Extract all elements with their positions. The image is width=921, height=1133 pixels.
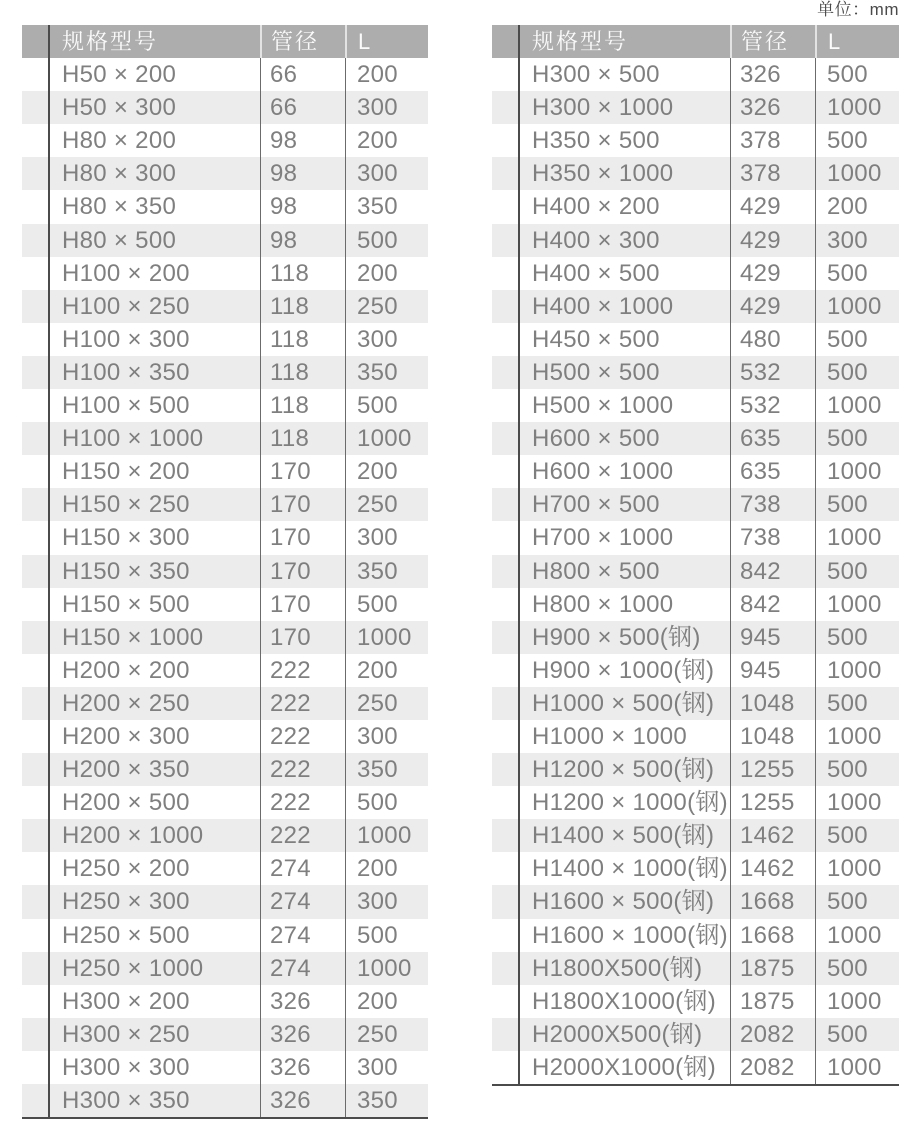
table-row [22,488,428,521]
spec-cell: H800 × 1000 [532,590,674,618]
table-row [492,852,899,885]
length-cell: 300 [345,91,428,124]
length-cell: 1000 [815,1051,899,1084]
table-body [492,58,899,1084]
length-cell: 300 [345,720,428,753]
length-cell: 500 [815,819,899,852]
table-row [22,985,428,1018]
spec-cell: H350 × 500 [532,127,660,155]
table-row [492,952,899,985]
diameter-cell: 429 [730,257,815,290]
spec-cell: H300 × 250 [62,1020,190,1048]
table-row [492,124,899,157]
diameter-cell: 532 [730,356,815,389]
length-cell: 500 [345,786,428,819]
spec-cell: H80 × 500 [62,226,177,254]
length-cell: 200 [345,985,428,1018]
spec-cell: H700 × 1000 [532,524,674,552]
spec-cell: H900 × 500(钢) [532,623,701,651]
table-row [22,885,428,918]
length-cell: 300 [345,1051,428,1084]
diameter-cell: 635 [730,422,815,455]
diameter-cell: 532 [730,389,815,422]
spec-cell: H1800X1000(钢) [532,987,717,1015]
length-cell: 500 [815,356,899,389]
diameter-cell: 480 [730,323,815,356]
diameter-cell: 1462 [730,852,815,885]
table-row [492,356,899,389]
table-row [22,91,428,124]
length-cell: 1000 [815,290,899,323]
unit-label: 单位：mm [817,0,899,19]
length-cell: 1000 [815,720,899,753]
length-cell: 350 [345,753,428,786]
table-row [492,919,899,952]
table-row [22,753,428,786]
diameter-cell: 170 [260,455,345,488]
diameter-cell: 170 [260,621,345,654]
spec-cell: H700 × 500 [532,491,660,519]
diameter-cell: 274 [260,952,345,985]
spec-cell: H300 × 500 [532,61,660,89]
table-row [492,488,899,521]
spec-cell: H2000X500(钢) [532,1020,703,1048]
spec-cell: H100 × 200 [62,259,190,287]
diameter-cell: 222 [260,720,345,753]
diameter-cell: 2082 [730,1018,815,1051]
table-row [492,885,899,918]
diameter-cell: 98 [260,124,345,157]
spec-cell: H250 × 300 [62,888,190,916]
length-cell: 1000 [815,786,899,819]
length-cell: 500 [815,422,899,455]
spec-cell: H450 × 500 [532,325,660,353]
spec-cell: H300 × 200 [62,987,190,1015]
diameter-cell: 274 [260,852,345,885]
length-cell: 200 [345,58,428,91]
table-row [22,58,428,91]
spec-cell: H1600 × 1000(钢) [532,921,728,949]
table-row [492,621,899,654]
diameter-cell: 326 [260,985,345,1018]
length-cell: 1000 [345,422,428,455]
length-cell: 1000 [815,588,899,621]
diameter-cell: 326 [260,1018,345,1051]
spec-cell: H300 × 1000 [532,94,674,122]
table-row [22,687,428,720]
column-header-length: L [345,25,428,58]
length-cell: 500 [345,224,428,257]
diameter-cell: 326 [730,91,815,124]
spec-cell: H250 × 1000 [62,954,204,982]
table-row [492,422,899,455]
length-cell: 1000 [815,389,899,422]
table-row [492,985,899,1018]
spec-cell: H900 × 1000(钢) [532,656,715,684]
spec-cell: H100 × 250 [62,292,190,320]
diameter-cell: 2082 [730,1051,815,1084]
spec-cell: H1400 × 500(钢) [532,822,715,850]
table-header [492,25,899,58]
spec-cell: H1200 × 1000(钢) [532,789,728,817]
diameter-cell: 1668 [730,885,815,918]
spec-cell: H400 × 1000 [532,292,674,320]
diameter-cell: 118 [260,257,345,290]
diameter-cell: 98 [260,224,345,257]
length-cell: 500 [345,919,428,952]
spec-cell: H150 × 500 [62,590,190,618]
length-cell: 500 [815,1018,899,1051]
table-row [492,753,899,786]
length-cell: 1000 [815,91,899,124]
spec-cell: H80 × 300 [62,160,177,188]
length-cell: 250 [345,1018,428,1051]
diameter-cell: 429 [730,224,815,257]
spec-cell: H400 × 200 [532,193,660,221]
length-cell: 250 [345,687,428,720]
table-row [22,720,428,753]
diameter-cell: 378 [730,157,815,190]
table-row [492,224,899,257]
column-header-length: L [815,25,899,58]
diameter-cell: 945 [730,654,815,687]
table-row [22,819,428,852]
spec-cell: H1000 × 500(钢) [532,689,715,717]
table-row [492,819,899,852]
table-row [22,654,428,687]
table-row [492,555,899,588]
spec-cell: H350 × 1000 [532,160,674,188]
length-cell: 1000 [815,521,899,554]
table-row [22,521,428,554]
diameter-cell: 98 [260,190,345,223]
table-row [492,157,899,190]
spec-cell: H100 × 350 [62,358,190,386]
spec-cell: H1000 × 1000 [532,722,688,750]
table-row [22,621,428,654]
length-cell: 1000 [815,455,899,488]
length-cell: 250 [345,488,428,521]
table-row [492,58,899,91]
table-row [22,124,428,157]
left-rule [48,25,50,1117]
length-cell: 500 [815,124,899,157]
table-row [22,555,428,588]
spec-cell: H300 × 350 [62,1087,190,1114]
diameter-cell: 1255 [730,753,815,786]
length-cell: 300 [345,323,428,356]
table-row [492,190,899,223]
spec-cell: H600 × 500 [532,425,660,453]
table-row [22,786,428,819]
table-row [492,257,899,290]
spec-cell: H1600 × 500(钢) [532,888,715,916]
length-cell: 200 [345,257,428,290]
diameter-cell: 1048 [730,687,815,720]
spec-cell: H50 × 200 [62,61,177,89]
table-row [492,91,899,124]
diameter-cell: 274 [260,885,345,918]
spec-cell: H200 × 300 [62,722,190,750]
diameter-cell: 842 [730,588,815,621]
table-row [22,1051,428,1084]
table-row [22,323,428,356]
diameter-cell: 222 [260,786,345,819]
length-cell: 200 [345,654,428,687]
table-row [492,323,899,356]
left-rule [518,25,520,1084]
diameter-cell: 635 [730,455,815,488]
spec-cell: H1200 × 500(钢) [532,756,715,784]
diameter-cell: 842 [730,555,815,588]
column-header-spec: 规格型号 [62,29,159,54]
spec-cell: H600 × 1000 [532,458,674,486]
spec-cell: H200 × 250 [62,689,190,717]
table-row [22,356,428,389]
diameter-cell: 170 [260,588,345,621]
table-row [492,687,899,720]
length-cell: 350 [345,356,428,389]
diameter-cell: 738 [730,488,815,521]
spec-cell: H100 × 1000 [62,425,204,453]
length-cell: 1000 [345,819,428,852]
spec-table-left [22,25,428,1119]
table-row [492,1018,899,1051]
table-row [22,190,428,223]
table-row [22,157,428,190]
length-cell: 1000 [815,852,899,885]
spec-cell: H150 × 300 [62,524,190,552]
diameter-cell: 429 [730,290,815,323]
length-cell: 350 [345,1084,428,1117]
diameter-cell: 222 [260,687,345,720]
table-header [22,25,428,58]
table-row [22,257,428,290]
diameter-cell: 222 [260,654,345,687]
spec-cell: H200 × 1000 [62,822,204,850]
diameter-cell: 118 [260,422,345,455]
table-row [492,389,899,422]
spec-cell: H400 × 300 [532,226,660,254]
length-cell: 1000 [815,157,899,190]
length-cell: 500 [815,952,899,985]
spec-cell: H150 × 350 [62,557,190,585]
table-row [22,290,428,323]
diameter-cell: 1255 [730,786,815,819]
diameter-cell: 118 [260,323,345,356]
length-cell: 200 [345,852,428,885]
table-row [492,588,899,621]
diameter-cell: 326 [730,58,815,91]
spec-cell: H200 × 350 [62,756,190,784]
length-cell: 1000 [345,621,428,654]
length-cell: 350 [345,190,428,223]
length-cell: 500 [815,885,899,918]
table-row [22,224,428,257]
spec-cell: H250 × 500 [62,921,190,949]
spec-cell: H80 × 350 [62,193,177,221]
table-row [492,786,899,819]
table-row [22,1084,428,1117]
diameter-cell: 222 [260,819,345,852]
length-cell: 300 [815,224,899,257]
table-row [22,422,428,455]
length-cell: 500 [815,488,899,521]
length-cell: 300 [345,885,428,918]
length-cell: 500 [815,621,899,654]
column-header-diameter: 管径 [730,25,815,58]
length-cell: 200 [345,124,428,157]
diameter-cell: 1462 [730,819,815,852]
length-cell: 500 [815,58,899,91]
diameter-cell: 66 [260,58,345,91]
spec-cell: H100 × 500 [62,392,190,420]
table-row [492,720,899,753]
spec-cell: H1400 × 1000(钢) [532,855,728,883]
table-row [22,389,428,422]
diameter-cell: 118 [260,290,345,323]
length-cell: 500 [345,588,428,621]
length-cell: 500 [345,389,428,422]
length-cell: 1000 [815,985,899,1018]
spec-cell: H150 × 200 [62,458,190,486]
spec-cell: H2000X1000(钢) [532,1053,717,1081]
table-row [22,455,428,488]
diameter-cell: 170 [260,488,345,521]
spec-cell: H300 × 300 [62,1053,190,1081]
diameter-cell: 118 [260,389,345,422]
column-header-spec: 规格型号 [532,29,629,54]
diameter-cell: 945 [730,621,815,654]
spec-cell: H200 × 500 [62,789,190,817]
spec-table-right [492,25,899,1086]
table-row [22,1018,428,1051]
table-body [22,58,428,1117]
table-row [22,952,428,985]
length-cell: 500 [815,753,899,786]
length-cell: 1000 [815,919,899,952]
table-row [492,654,899,687]
table-row [492,455,899,488]
table-row [22,852,428,885]
diameter-cell: 738 [730,521,815,554]
diameter-cell: 326 [260,1084,345,1117]
length-cell: 500 [815,323,899,356]
diameter-cell: 429 [730,190,815,223]
length-cell: 1000 [345,952,428,985]
table-row [492,521,899,554]
table-row [22,588,428,621]
diameter-cell: 1048 [730,720,815,753]
spec-cell: H50 × 300 [62,94,177,122]
diameter-cell: 326 [260,1051,345,1084]
diameter-cell: 222 [260,753,345,786]
table-row [22,919,428,952]
spec-cell: H80 × 200 [62,127,177,155]
length-cell: 250 [345,290,428,323]
length-cell: 350 [345,555,428,588]
spec-cell: H150 × 250 [62,491,190,519]
diameter-cell: 1875 [730,952,815,985]
diameter-cell: 1875 [730,985,815,1018]
spec-cell: H150 × 1000 [62,623,204,651]
diameter-cell: 118 [260,356,345,389]
diameter-cell: 98 [260,157,345,190]
spec-cell: H500 × 1000 [532,392,674,420]
spec-cell: H500 × 500 [532,358,660,386]
length-cell: 500 [815,555,899,588]
length-cell: 300 [345,521,428,554]
diameter-cell: 274 [260,919,345,952]
length-cell: 200 [815,190,899,223]
spec-cell: H400 × 500 [532,259,660,287]
table-row [492,290,899,323]
length-cell: 1000 [815,654,899,687]
length-cell: 500 [815,257,899,290]
spec-cell: H250 × 200 [62,855,190,883]
spec-cell: H800 × 500 [532,557,660,585]
column-header-diameter: 管径 [260,25,345,58]
diameter-cell: 1668 [730,919,815,952]
diameter-cell: 378 [730,124,815,157]
spec-cell: H100 × 300 [62,325,190,353]
diameter-cell: 170 [260,521,345,554]
length-cell: 200 [345,455,428,488]
diameter-cell: 66 [260,91,345,124]
spec-cell: H1800X500(钢) [532,954,703,982]
table-row [492,1051,899,1084]
diameter-cell: 170 [260,555,345,588]
length-cell: 500 [815,687,899,720]
spec-cell: H200 × 200 [62,656,190,684]
length-cell: 300 [345,157,428,190]
